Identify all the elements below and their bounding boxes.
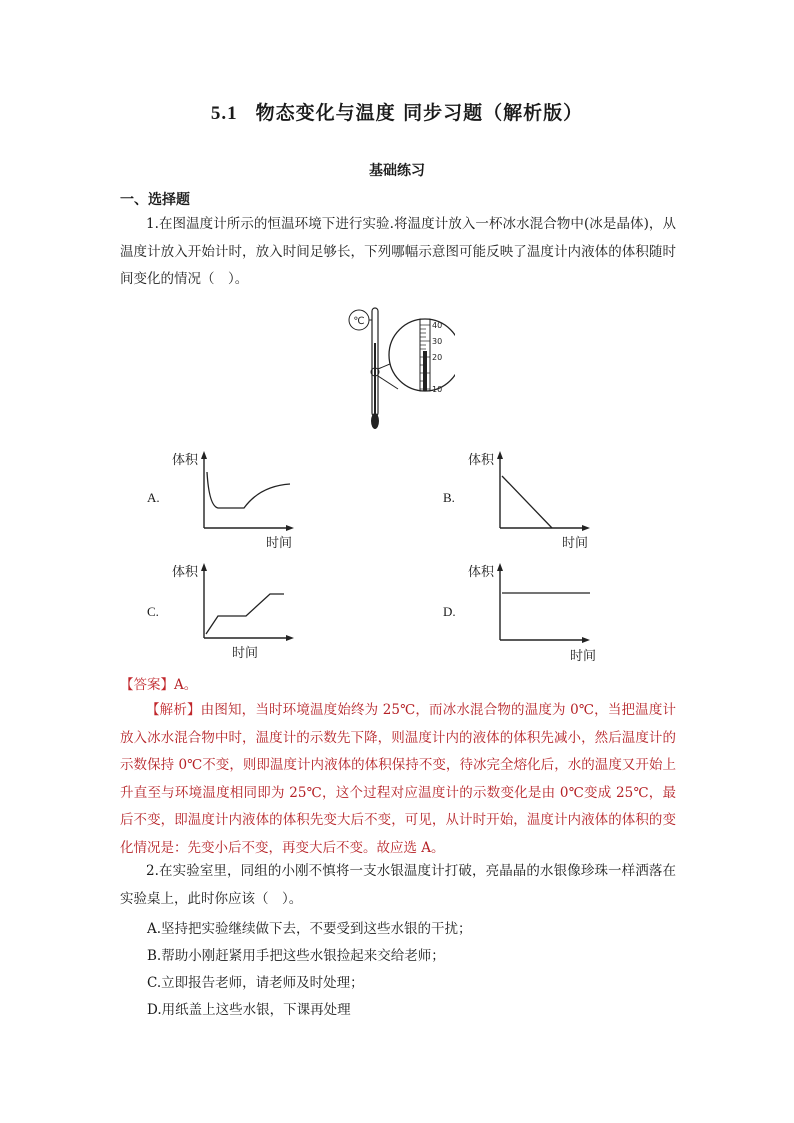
graph-d-y-label: 体积 bbox=[468, 565, 495, 580]
tick-30: 30 bbox=[432, 337, 443, 346]
graph-c-y-label: 体积 bbox=[172, 565, 199, 580]
option-a-label: A. bbox=[147, 490, 160, 505]
page-title bbox=[0, 98, 794, 125]
graph-b-y-label: 体积 bbox=[468, 453, 495, 468]
analysis-tag: 【解析】 bbox=[146, 702, 201, 718]
question-1-stem: 1.在图温度计所示的恒温环境下进行实验.将温度计放入一杯冰水混合物中(冰是晶体)，从温度计放入开始计时，放入时间足够长，下列哪幅示意图可能反映了温度计内液体的体积随时间变化的情况（ ）。 bbox=[120, 216, 676, 287]
magnified-scale-circle bbox=[389, 319, 455, 391]
graph-a bbox=[166, 448, 306, 550]
celsius-unit-label: ℃ bbox=[353, 316, 365, 327]
graph-a-curve bbox=[207, 472, 290, 508]
graph-b-x-label: 时间 bbox=[562, 536, 589, 550]
answer-line bbox=[120, 672, 197, 700]
q2-option-c: C.立即报告老师，请老师及时处理； bbox=[147, 975, 364, 991]
thermometer-figure bbox=[345, 303, 455, 435]
analysis-text: 由图知，当时环境温度始终为 25℃，而冰水混合物的温度为 0℃，当把温度计放入冰水混合物中时，温度计的示数先下降，则温度计内的液体的体积先减小，然后温度计的示数保持 0℃不变，则即温度计内液体的体积保持不变，待冰完全熔化后，水的温度又开始上升直至与环境温度相同即为 25℃，这个过程对应温度计的示数变化是由 0℃变成 25℃，最后不变，即温度计内液体的体积先变大后不变，可见，从计时开始，温度计内液体的体积的变化情况是：先变小后不变，再变大后不变。故应选 A。 bbox=[120, 702, 677, 856]
section-heading: 基础练习 bbox=[369, 163, 425, 179]
graph-a-x-label: 时间 bbox=[266, 536, 293, 550]
graph-c-x-label: 时间 bbox=[232, 646, 259, 661]
graph-b-line bbox=[502, 476, 552, 528]
q2-option-d: D.用纸盖上这些水银，下课再处理 bbox=[147, 1002, 351, 1018]
tick-20: 20 bbox=[432, 353, 443, 362]
graph-b bbox=[462, 448, 602, 550]
graph-c-line bbox=[206, 594, 284, 634]
graph-d-x-label: 时间 bbox=[570, 649, 597, 662]
answer-value: A。 bbox=[174, 677, 198, 693]
tick-10: 10 bbox=[432, 385, 443, 394]
graph-a-y-label: 体积 bbox=[172, 453, 199, 468]
answer-tag: 【答案】 bbox=[120, 677, 174, 693]
part-heading: 一、选择题 bbox=[120, 192, 190, 208]
title-number: 5.1 bbox=[210, 103, 238, 124]
thermometer-bulb bbox=[371, 413, 379, 429]
question-2-stem: 2.在实验室里，同组的小刚不慎将一支水银温度计打破，亮晶晶的水银像珍珠一样洒落在实验桌上，此时你应该（ ）。 bbox=[120, 863, 676, 907]
option-c-label: C. bbox=[147, 604, 159, 619]
q2-option-b: B.帮助小刚赶紧用手把这些水银捡起来交给老师； bbox=[147, 948, 445, 964]
q2-option-a: A.坚持把实验继续做下去，不要受到这些水银的干扰； bbox=[147, 921, 472, 937]
graph-d bbox=[462, 560, 602, 662]
option-b-label: B. bbox=[443, 490, 455, 505]
graph-c bbox=[166, 560, 306, 662]
option-d-label: D. bbox=[443, 604, 456, 619]
analysis-paragraph bbox=[120, 697, 676, 862]
title-text: 物态变化与温度 同步习题（解析版） bbox=[255, 102, 584, 124]
tick-40: 40 bbox=[432, 321, 443, 330]
